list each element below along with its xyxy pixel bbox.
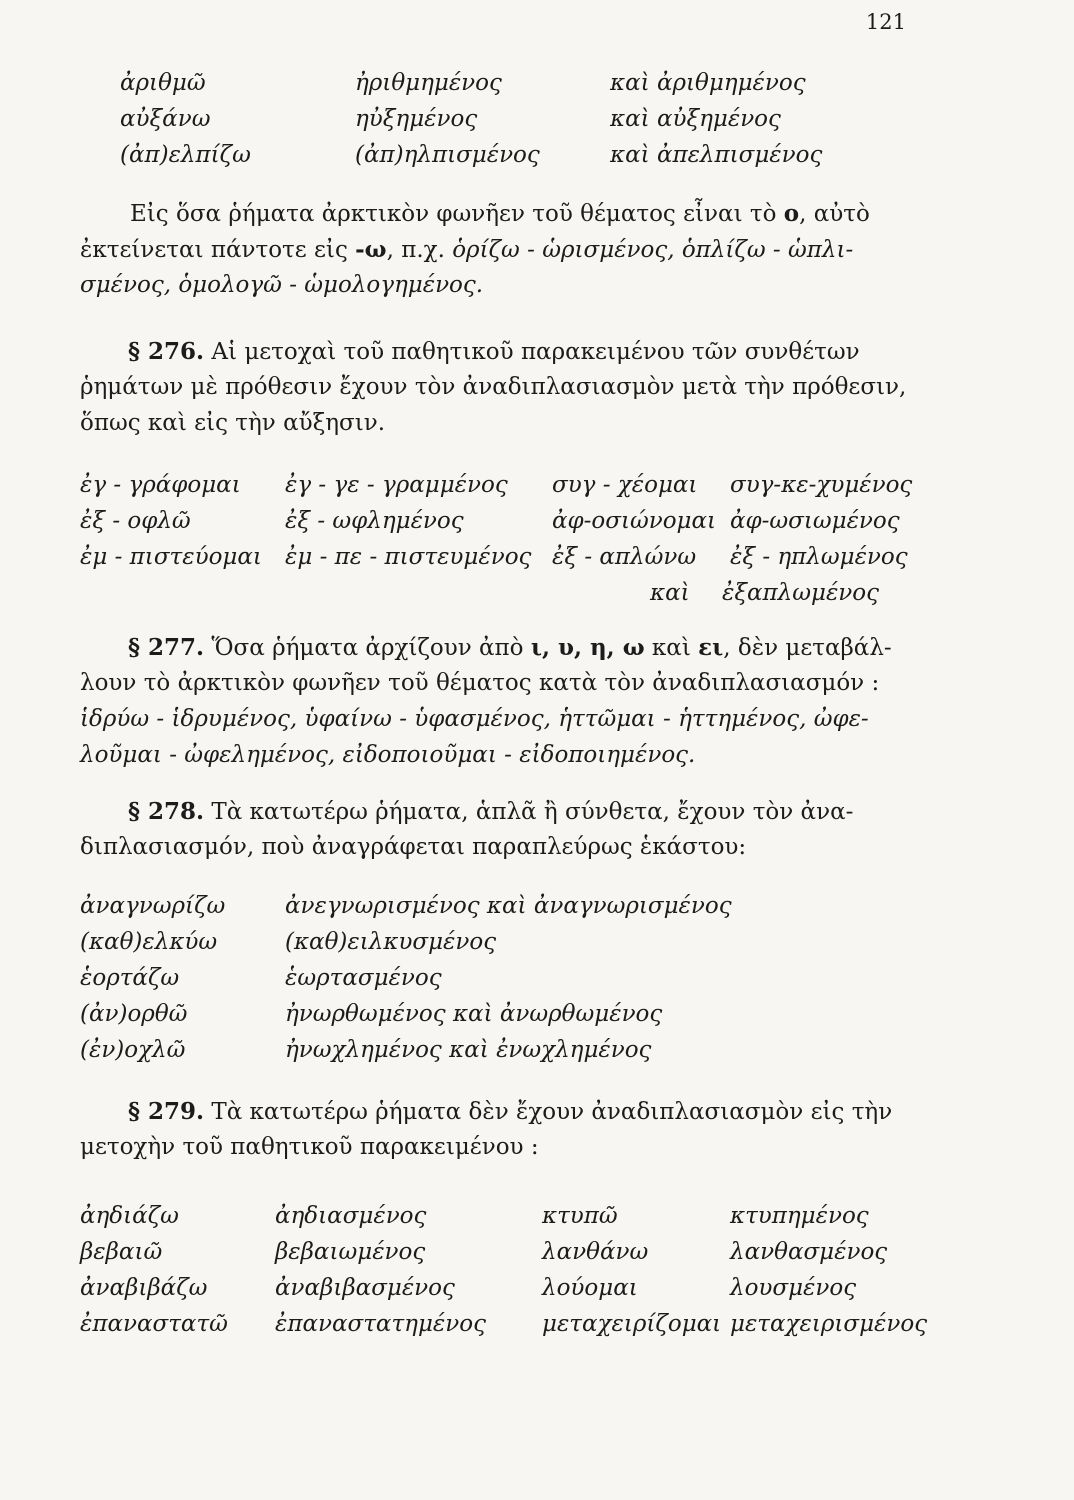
table-cell: (καθ)ειλκυσμένος — [285, 929, 497, 955]
table-cell: αὐξάνω — [120, 106, 211, 132]
table-cell: ἀναβιβάζω — [80, 1275, 208, 1301]
table-cell: ἑωρτασμένος — [285, 965, 442, 991]
table-cell: ἠνωχλημένος καὶ ἐνωχλημένος — [285, 1037, 652, 1063]
table-cell: βεβαιωμένος — [275, 1239, 426, 1265]
table-cell: καὶ ἀπελπισμένος — [610, 142, 823, 168]
text-line: σμένος, ὁμολογῶ - ὡμολογημένος. — [80, 272, 484, 298]
table-cell: καὶ αὐξημένος — [610, 106, 781, 132]
table-cell: ἐξ - ηπλωμένος — [730, 544, 908, 570]
text-line: ἱδρύω - ἱδρυμένος, ὑφαίνω - ὑφασμένος, ἡττῶμαι - ἡττημένος, ὠφε- — [80, 706, 869, 732]
table-cell: ἀηδιασμένος — [275, 1203, 427, 1229]
table-cell: ἀφ-ωσιωμένος — [730, 508, 900, 534]
table-cell: λουσμένος — [730, 1275, 857, 1301]
table-cell: ἀναγνωρίζω — [80, 893, 226, 919]
table-cell: ἠνωρθωμένος καὶ ἀνωρθωμένος — [285, 1001, 663, 1027]
text-line: διπλασιασμόν, ποὺ ἀναγράφεται παραπλεύρως ἑκάστου: — [80, 834, 747, 860]
table-cell: (ἐν)οχλῶ — [80, 1037, 186, 1063]
table-cell: (ἀν)ορθῶ — [80, 1001, 188, 1027]
table-cell: (ἀπ)ηλπισμένος — [355, 142, 540, 168]
table-cell: μεταχειρίζομαι — [542, 1311, 722, 1337]
text-line: ὅπως καὶ εἰς τὴν αὔξησιν. — [80, 410, 386, 436]
table-cell: ἠριθμημένος — [355, 70, 502, 96]
section-number: § 277. — [128, 634, 205, 661]
table-cell: ἐμ - πιστεύομαι — [80, 544, 262, 570]
table-cell: συγ - χέομαι — [552, 472, 698, 498]
text-line: ῥημάτων μὲ πρόθεσιν ἔχουν τὸν ἀναδιπλασιασμὸν μετὰ τὴν πρόθεσιν, — [80, 374, 907, 400]
table-cell: ἀνεγνωρισμένος καὶ ἀναγνωρισμένος — [285, 893, 732, 919]
table-cell: ἐμ - πε - πιστευμένος — [285, 544, 532, 570]
table-cell: ἀηδιάζω — [80, 1203, 179, 1229]
section-number: § 278. — [128, 798, 205, 825]
table-cell: ἐπαναστατημένος — [275, 1311, 486, 1337]
text-line: § 279. Τὰ κατωτέρω ῥήματα δὲν ἔχουν ἀναδιπλασιασμὸν εἰς τὴν — [128, 1098, 893, 1125]
table-cell: συγ-κε-χυμένος — [730, 472, 913, 498]
table-cell: ἐξαπλωμένος — [722, 580, 879, 606]
page-number: 121 — [865, 10, 906, 34]
table-cell: ἑορτάζω — [80, 965, 180, 991]
table-cell: ἀφ-οσιώνομαι — [552, 508, 717, 534]
table-cell: ἐξ - ωφλημένος — [285, 508, 464, 534]
table-cell: ἐγ - γε - γραμμένος — [285, 472, 508, 498]
table-cell: μεταχειρισμένος — [730, 1311, 928, 1337]
table-cell: καὶ — [650, 580, 690, 606]
text-line: μετοχὴν τοῦ παθητικοῦ παρακειμένου : — [80, 1134, 539, 1160]
section-number: § 276. — [128, 338, 205, 365]
table-cell: ἀριθμῶ — [120, 70, 206, 96]
table-cell: ἐπαναστατῶ — [80, 1311, 228, 1337]
text-line: λοῦμαι - ὠφελημένος, εἰδοποιοῦμαι - εἰδοποιημένος. — [80, 742, 696, 768]
table-cell: ἀναβιβασμένος — [275, 1275, 455, 1301]
table-cell: λούομαι — [542, 1275, 638, 1301]
text-line: § 276. Αἱ μετοχαὶ τοῦ παθητικοῦ παρακειμένου τῶν συνθέτων — [128, 338, 860, 365]
table-cell: λανθάνω — [542, 1239, 649, 1265]
table-cell: (ἀπ)ελπίζω — [120, 142, 251, 168]
table-cell: ἐξ - οφλῶ — [80, 508, 191, 534]
table-cell: κτυπῶ — [542, 1203, 618, 1229]
table-cell: κτυπημένος — [730, 1203, 869, 1229]
text-line: § 277. Ὅσα ῥήματα ἀρχίζουν ἀπὸ ι, υ, η, ω καὶ ει, δὲν μεταβάλ- — [128, 634, 892, 661]
table-cell: ἐξ - απλώνω — [552, 544, 697, 570]
text-line: § 278. Τὰ κατωτέρω ῥήματα, ἁπλᾶ ἢ σύνθετα, ἔχουν τὸν ἀνα- — [128, 798, 854, 825]
table-cell: βεβαιῶ — [80, 1239, 163, 1265]
table-cell: ηὐξημένος — [355, 106, 478, 132]
text-line: λουν τὸ ἀρκτικὸν φωνῆεν τοῦ θέματος κατὰ τὸν ἀναδιπλασιασμόν : — [80, 670, 880, 696]
section-number: § 279. — [128, 1098, 205, 1125]
text-line: ἐκτείνεται πάντοτε εἰς -ω, π.χ. ὁρίζω - ὡρισμένος, ὁπλίζω - ὡπλι- — [80, 236, 854, 263]
table-cell: καὶ ἀριθμημένος — [610, 70, 806, 96]
table-cell: (καθ)ελκύω — [80, 929, 218, 955]
table-cell: ἐγ - γράφομαι — [80, 472, 241, 498]
table-cell: λανθασμένος — [730, 1239, 888, 1265]
text-line: Εἰς ὅσα ῥήματα ἀρκτικὸν φωνῆεν τοῦ θέματος εἶναι τὸ ο, αὐτὸ — [130, 200, 870, 227]
